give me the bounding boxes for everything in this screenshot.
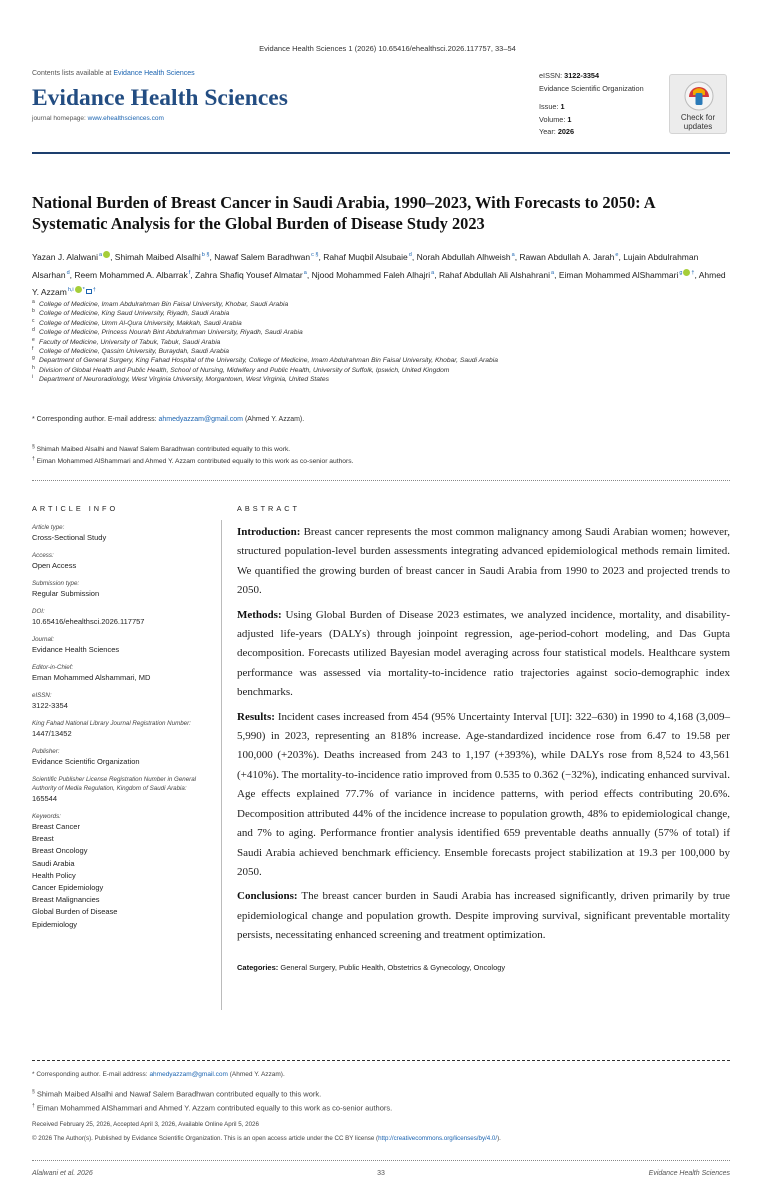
journal-meta: eISSN: 3122-3354 Evidance Scientific Organization Issue: 1 Volume: 1 Year: 2026 [539, 71, 644, 136]
author-list: Yazan J. Alalwani$^a$ , Shimah Maibed Alsalhi$^{b \S}$, Nawaf Salem Baradhwan$^{c \S}$, Rahaf Muqbil Alsubaie$^d$, Norah Abdullah Alhweish$^a$, Rawan Abdullah A. Jarah$^e$, Lujain Abdulrahman Alsarhan$^d$, Reem Mohammed A. Albarrak$^f$, Zahra Shafiq Yousef Almatar$^a$, Njood Mohammed Faleh Alhajri$^a$, Rahaf Abdullah Ali Alshahrani$^a$, Eiman Mohammed AlShammari$^g$ †, Ahmed Y. Azzam$^{h,i}$ * † [32, 252, 726, 297]
author-name: Rahaf Abdullah Ali Alshahrani [438, 269, 551, 280]
article-info-panel [32, 523, 212, 931]
senior-contribution-note: † Eiman Mohammed AlShammari and Ahmed Y. Azzam contributed equally to this work as co-senior authors. [32, 456, 354, 466]
email-icon[interactable] [86, 289, 92, 294]
abstract-section-label: Introduction: [237, 526, 301, 538]
affiliation-text: Division of Global Health and Public Health, School of Nursing, Midwifery and Public Health, University of Suffolk, Ipswich, United Kingdom [39, 366, 450, 374]
footnote-email-link[interactable]: ahmedyazzam@gmail.com [149, 1071, 228, 1078]
author [214, 252, 318, 262]
affiliation-letter: f [32, 345, 34, 352]
affiliation-letter: d [32, 327, 35, 334]
affiliation-letter: h [32, 364, 35, 371]
author-affiliation-marker: a [511, 252, 515, 258]
affiliation-letter: e [32, 336, 35, 343]
page-footer [32, 1170, 730, 1177]
article-info-label: King Fahad National Library Journal Registration Number: [32, 720, 191, 727]
keyword-item: Breast Malignancies [32, 895, 100, 905]
abstract-section [237, 708, 730, 883]
author-name: Yazan J. Alalwani [32, 252, 98, 262]
footnote-corresponding: * Corresponding author. E-mail address: ahmedyazzam@gmail.com (Ahmed Y. Azzam). [32, 1071, 285, 1078]
author-affiliation-marker: c § [311, 252, 319, 258]
contents-journal-link[interactable]: Evidance Health Sciences [113, 70, 195, 77]
author-name: Lujain Abdulrahman Alsarhan [32, 252, 699, 280]
corresponding-author: * Corresponding author. E-mail address: ahmedyazzam@gmail.com (Ahmed Y. Azzam). [32, 416, 305, 423]
article-info-label: eISSN: [32, 692, 52, 699]
organization-name: Evidance Scientific Organization [539, 83, 644, 93]
article-info-value: 3122-3354 [32, 701, 68, 710]
abstract-section-text: Incident cases increased from 454 (95% Uncertainty Interval [UI]: 322–630) in 1990 to 4,168 (3,009–5,990) in 2023, representing an 818% increase. Age-standardized incidence rose from 6.47 to 19.58 per 100,000 (+203%). Deaths increased from 243 to 1,197 (+393%), while DALYs rose from 8,524 to 43,561 (+410%). The mortality-to-incidence ratio improved from 0.535 to 0.362 (−32%), indicating enhanced survival. Age effects explained 77.7% of variance in incidence patterns, with period effects contributing 20.6%. Decomposition attributed 44% of the incidence increase to population growth, 48% to epidemiological change, and 7% to aging. Performance frontier analysis identified 659 preventable deaths annually (57% of total) if Saudi Arabia achieved benchmark efficiency. Ensemble forecasts project stabilization at 19.3 per 100,000 by 2050. [237, 710, 731, 878]
orcid-icon[interactable] [75, 286, 82, 293]
author-name: Shimah Maibed Alsalhi [114, 252, 201, 262]
author-affiliation-marker: e [615, 252, 619, 258]
article-info-value: Cross-Sectional Study [32, 533, 107, 542]
running-header: Evidance Health Sciences 1 (2026) 10.65416/ehealthsci.2026.117757, 33–54 [259, 44, 516, 53]
author [312, 270, 435, 280]
article-info-label: Access: [32, 552, 54, 559]
affiliation-item [32, 356, 732, 365]
author [323, 252, 412, 262]
journal-homepage: journal homepage: www.ehealthsciences.com [32, 115, 164, 122]
check-for-updates-button[interactable] [669, 74, 727, 134]
footnote-license: © 2026 The Author(s). Published by Evidance Scientific Organization. This is an open access article under the CC BY license (http://creativecommons.org/licenses/by/4.0/). [32, 1135, 501, 1142]
author-affiliation-marker: h,i [67, 287, 74, 293]
license-link[interactable]: http://creativecommons.org/licenses/by/4.0/ [378, 1135, 498, 1142]
corresponding-email-link[interactable]: ahmedyazzam@gmail.com [158, 416, 243, 423]
author [32, 252, 110, 262]
orcid-icon[interactable] [103, 251, 110, 258]
affiliation-item [32, 300, 732, 309]
affiliation-list [32, 300, 732, 385]
affiliation-item [32, 375, 732, 384]
affiliation-letter: i [32, 374, 34, 381]
affiliation-item [32, 328, 732, 337]
abstract-section [237, 523, 730, 601]
article-info-value: Evidance Health Sciences [32, 645, 120, 654]
affiliation-letter: a [32, 299, 35, 305]
abstract-section-text: Using Global Burden of Disease 2023 estimates, we analyzed incidence, mortality, and disability-adjusted life-years (DALYs) through joinpoint regression, age-period-cohort modeling, and Das Gupta decomposition. Forecasts utilized Bayesian model averaging across four statistical models. Healthcare system performance was assessed via mortality-to-incidence ratio trajectories against socio-demographic index benchmarks. [237, 608, 731, 699]
footnote-equal-contribution: § Shimah Maibed Alsalhi and Nawaf Salem Baradhwan contributed equally to this work. [32, 1089, 322, 1099]
author [417, 252, 515, 262]
footnote-senior-contribution: † Eiman Mohammed AlShammari and Ahmed Y. Azzam contributed equally to this work as co-senior authors. [32, 1103, 393, 1113]
article-info-value: 1447/13452 [32, 729, 72, 738]
author-name: Zahra Shafiq Yousef Almatar [195, 269, 303, 280]
abstract-section-label: Results: [237, 710, 275, 723]
affiliation-text: College of Medicine, Princess Nourah Bint Abdulrahman University, Riyadh, Saudi Arabia [39, 329, 303, 337]
issue-value: 1 [560, 102, 565, 111]
affiliation-letter: b [32, 308, 35, 315]
corresponding-marker: * [82, 287, 85, 293]
article-info-label: Publisher: [32, 748, 60, 755]
keyword-item: Breast [32, 834, 54, 844]
abstract-body [237, 523, 730, 951]
article-info-label: Submission type: [32, 580, 80, 587]
abstract-heading: ABSTRACT [237, 504, 300, 513]
author-name: Eiman Mohammed AlShammari [558, 269, 679, 280]
volume-value: 1 [567, 114, 572, 124]
article-info-heading: ARTICLE INFO [32, 504, 119, 513]
affiliation-text: Department of Neuroradiology, West Virginia University, Morgantown, West Virginia, United States [39, 376, 329, 384]
affiliation-item [32, 347, 732, 356]
article-categories: Categories: General Surgery, Public Health, Obstetrics & Gynecology, Oncology [237, 963, 506, 972]
author-name: Norah Abdullah Alhweish [416, 252, 511, 262]
check-updates-icon [683, 80, 715, 112]
article-info-label: Journal: [32, 636, 55, 643]
keywords-label: Keywords: [32, 813, 61, 820]
affiliation-text: College of Medicine, Imam Abdulrahman Bin Faisal University, Khobar, Saudi Arabia [39, 301, 289, 308]
affiliation-item [32, 338, 732, 347]
keyword-item: Saudi Arabia [32, 858, 75, 868]
author-affiliation-marker: g [679, 269, 683, 276]
page-number: 33 [377, 1170, 385, 1177]
abstract-section-text: Breast cancer represents the most common malignancy among Saudi Arabian women; however, structured population-level burden assessments integrating advanced epidemiological methods remain limited. We quantified the growing burden of breast cancer in Saudi Arabia from 1990 to 2023 and projected trends to 2050. [237, 526, 731, 597]
abstract-section-text: The breast cancer burden in Saudi Arabia has increased significantly, driven primarily by true epidemiological change and population growth. Despite improving survival, significant preventable mortality persists, necessitating enhanced screening and treatment optimization. [237, 890, 730, 942]
article-title: National Burden of Breast Cancer in Saudi Arabia, 1990–2023, With Forecasts to 2050: A Systematic Analysis for the Global Burden of Disease Study 2023 [32, 193, 655, 233]
eissn-value: 3122-3354 [564, 71, 600, 80]
affiliation-text: College of Medicine, Umm Al-Qura University, Makkah, Saudi Arabia [39, 319, 242, 327]
year-value: 2026 [557, 127, 575, 136]
author-name: Rawan Abdullah A. Jarah [519, 252, 615, 262]
affiliation-text: College of Medicine, King Saud University, Riyadh, Saudi Arabia [39, 310, 230, 318]
author-affiliation-marker: b § [201, 252, 210, 258]
author-name: Ahmed Y. Azzam [32, 269, 726, 297]
abstract-section [237, 606, 730, 703]
page-footer-divider [32, 1160, 730, 1161]
affiliation-item [32, 319, 732, 328]
author-affiliation-marker: f [188, 269, 191, 276]
author-name: Nawaf Salem Baradhwan [214, 252, 311, 262]
co-senior-marker: † [92, 287, 96, 293]
article-info-label: Scientific Publisher License Registration Number in General Authority of Media Regulation, Kingdom of Saudi Arabia: [32, 776, 197, 792]
affiliation-item [32, 309, 732, 318]
column-rule [221, 520, 222, 1010]
author-affiliation-marker: a [431, 269, 435, 276]
author [195, 270, 307, 280]
keyword-item: Health Policy [32, 870, 76, 880]
author [559, 270, 695, 280]
author [519, 252, 618, 262]
article-info-label: DOI: [32, 608, 45, 615]
author-name: Njood Mohammed Faleh Alhajri [311, 269, 431, 280]
abstract-section-label: Conclusions: [237, 890, 298, 903]
section-divider [32, 480, 730, 481]
affiliation-text: College of Medicine, Qassim University, Buraydah, Saudi Arabia [39, 347, 229, 355]
footnote-divider [32, 1060, 730, 1061]
article-info-label: Editor-in-Chief: [32, 664, 74, 671]
affiliation-letter: g [32, 355, 35, 362]
author-affiliation-marker: a [99, 252, 103, 258]
affiliation-text: Department of General Surgery, King Fahad Hospital of the University, College of Medicine, Imam Abdulrahman Bin Faisal University, Khobar, Saudi Arabia [39, 357, 498, 365]
author-affiliation-marker: d [408, 252, 412, 258]
keyword-item: Breast Oncology [32, 846, 88, 856]
article-info-value: Evidance Scientific Organization [32, 757, 140, 766]
author-affiliation-marker: a [551, 269, 555, 276]
footer-authors: Alalwani et al. 2026 [32, 1170, 93, 1177]
journal-title: Evidance Health Sciences [32, 85, 288, 111]
homepage-link[interactable]: www.ehealthsciences.com [87, 115, 164, 122]
abstract-section-label: Methods: [237, 608, 282, 621]
article-info-value: Regular Submission [32, 589, 100, 598]
footer-journal: Evidance Health Sciences [648, 1170, 730, 1177]
author-affiliation-marker: a [303, 269, 307, 276]
affiliation-text: Faculty of Medicine, University of Tabuk, Tabuk, Saudi Arabia [39, 338, 221, 346]
check-updates-label: Check for updates [680, 113, 716, 131]
affiliation-letter: c [32, 317, 35, 324]
author [74, 270, 190, 280]
footnote-dates: Received February 25, 2026, Accepted April 3, 2026, Available Online April 5, 2026 [32, 1121, 259, 1128]
equal-contribution-note: § Shimah Maibed Alsalhi and Nawaf Salem Baradhwan contributed equally to this work. [32, 444, 291, 454]
keyword-item: Epidemiology [32, 919, 78, 929]
orcid-icon[interactable] [683, 269, 690, 276]
article-info-value: Open Access [32, 561, 77, 570]
co-senior-marker: † [691, 269, 695, 276]
author [439, 270, 554, 280]
affiliation-item [32, 366, 732, 375]
doi-link[interactable]: 10.65416/ehealthsci.2026.117757 [32, 617, 145, 626]
author [115, 252, 210, 262]
author-name: Rahaf Muqbil Alsubaie [323, 252, 408, 262]
keyword-item: Breast Cancer [32, 822, 80, 831]
abstract-section [237, 887, 730, 945]
author-affiliation-marker: d [66, 269, 70, 276]
article-info-label: Article type: [32, 524, 65, 531]
keyword-item: Cancer Epidemiology [32, 883, 104, 893]
journal-masthead [32, 68, 730, 154]
article-info-value: 165544 [32, 794, 58, 803]
contents-availability: Contents lists available at Evidance Health Sciences [32, 70, 195, 77]
author-name: Reem Mohammed A. Albarrak [74, 269, 188, 280]
article-info-value: Eman Mohammed Alshammari, MD [32, 673, 151, 682]
keyword-item: Global Burden of Disease [32, 907, 118, 917]
